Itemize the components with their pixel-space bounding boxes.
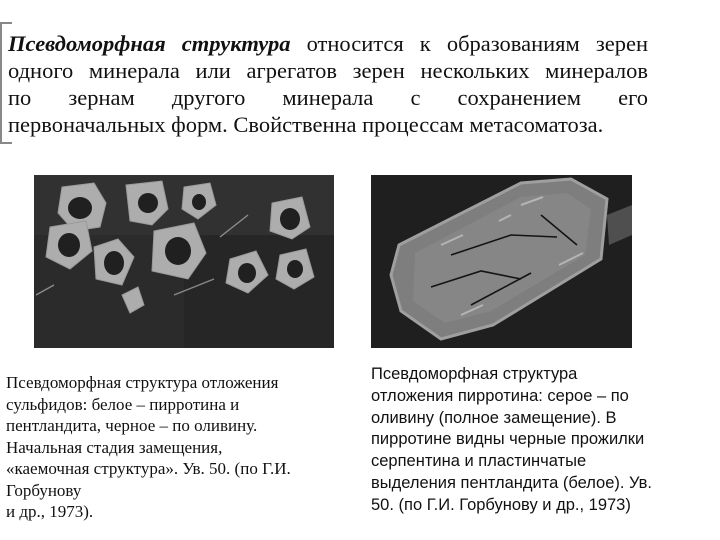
intro-term: Псевдоморфная структура <box>8 31 291 56</box>
caption-right-line: Псевдоморфная структура <box>371 365 578 383</box>
caption-right <box>371 364 671 517</box>
intro-paragraph <box>8 30 648 138</box>
caption-left-line: «каемочная структура». Ув. 50. (по Г.И. <box>6 459 291 478</box>
caption-right-line: отложения пирротина: серое – по <box>371 386 629 405</box>
intro-line-4: первоначальных форм. Свойственна процессам метасоматоза. <box>8 112 604 137</box>
caption-left-line: Начальная стадия замещения, <box>6 437 223 457</box>
caption-right-line: 50. (по Г.И. Горбунову и др., 1973) <box>371 495 631 514</box>
caption-left-line: и др., 1973). <box>6 502 94 521</box>
caption-right-line: серпентина и пластинчатые <box>371 452 587 471</box>
intro-line-2: одного минерала или агрегатов зерен нескольких минералов <box>8 58 648 83</box>
intro-line-3: по зернам другого минерала с сохранением его <box>8 85 648 110</box>
caption-left <box>6 372 341 523</box>
caption-left-line: Горбунову <box>6 480 82 500</box>
intro-line-1: относится к образованиям зерен <box>306 31 649 56</box>
micrograph-rim-structure <box>34 175 334 348</box>
caption-right-line: оливину (полное замещение). В <box>371 408 617 427</box>
caption-right-line: пирротине видны черные прожилки <box>371 430 645 449</box>
caption-left-line: пентландита, черное – по оливину. <box>6 416 258 435</box>
caption-left-line: Псевдоморфная структура отложения <box>6 373 279 392</box>
micrograph-pyrrhotite-pseudomorph <box>371 175 632 348</box>
caption-right-line: выделения пентландита (белое). Ув. <box>371 473 652 492</box>
caption-left-line: сульфидов: белое – пирротина и <box>6 394 240 414</box>
